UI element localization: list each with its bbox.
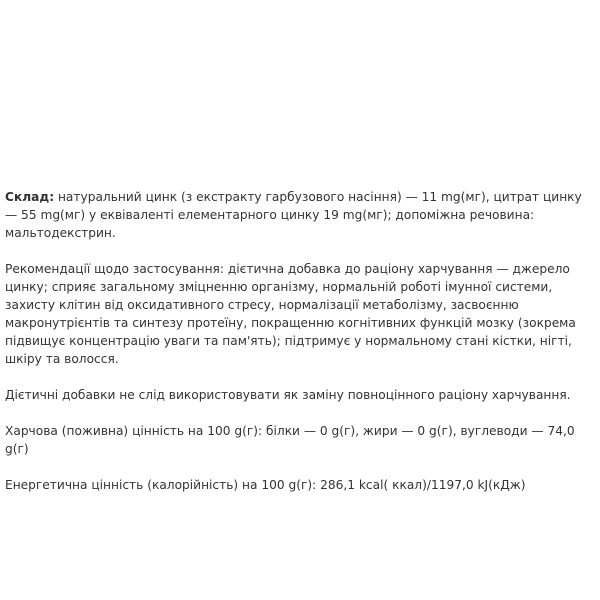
nutrition-paragraph: Харчова (поживна) цінність на 100 g(г): білки — 0 g(г), жири — 0 g(г), вуглеводи — 74,0 g(г) xyxy=(5,424,575,456)
recommendations-paragraph: Рекомендації щодо застосування: дієтична добавка до раціону харчування — джерело цинку; сприяє загальному зміцненню організму, нормальній роботі імунної системи, захисту клітин від оксидативного стресу, нормалізації метаболізму, засвоєнню макронутрієнтів та синтезу протеїну, покращенню когнітивних функцій мозку (зокрема підвищує концентрацію уваги та пам'ять); підтримує у нормальному стані кістки, нігті, шкіру та волосся. xyxy=(5,262,576,366)
warning-paragraph: Дієтичні добавки не слід використовувати як заміну повноцінного раціону харчування. xyxy=(5,388,571,402)
energy-paragraph: Енергетична цінність (калорійність) на 100 g(г): 286,1 kcal( ккал)/1197,0 kJ(кДж) xyxy=(5,478,526,492)
composition-label: Склад: xyxy=(5,190,55,204)
composition-paragraph xyxy=(5,188,594,242)
composition-text: натуральний цинк (з екстракту гарбузового насіння) — 11 mg(мг), цитрат цинку — 55 mg(мг) у еквіваленті елементарного цинку 19 mg(мг); допоміжна речовина: мальтодекстрин. xyxy=(5,190,582,240)
